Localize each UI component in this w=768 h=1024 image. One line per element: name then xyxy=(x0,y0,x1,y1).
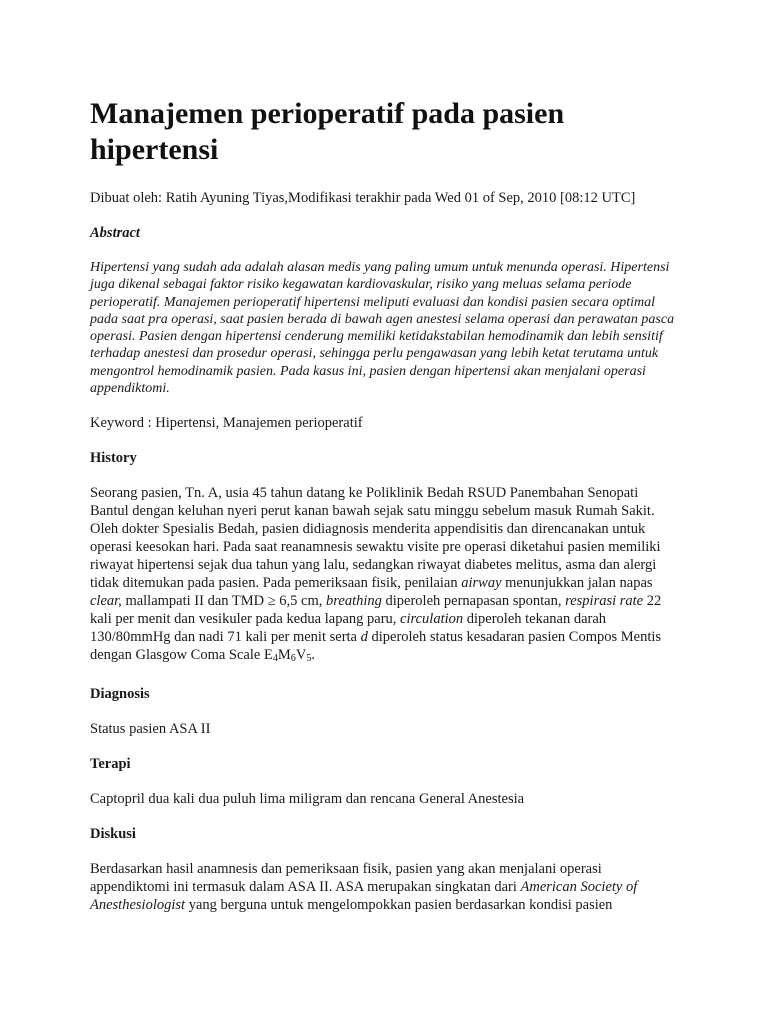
history-text-3: mallampati II dan TMD ≥ 6,5 cm, xyxy=(121,593,327,610)
history-respirasi: respirasi rate xyxy=(565,593,644,610)
diskusi-text-1: Berdasarkan hasil anamnesis dan pemeriksaan fisik, pasien yang akan menjalani operasi appendiktomi ini termasuk dalam ASA II. ASA merupakan singkatan dari xyxy=(90,861,602,896)
diskusi-heading: Diskusi xyxy=(90,826,136,843)
document-title xyxy=(90,96,680,168)
title-line-1: Manajemen perioperatif pada pasien xyxy=(90,97,565,130)
diagnosis-text: Status pasien ASA II xyxy=(90,721,211,738)
keyword-line: Keyword : Hipertensi, Manajemen perioperatif xyxy=(90,415,363,432)
gcs-e-sub: 4 xyxy=(272,653,278,665)
history-circulation: circulation xyxy=(400,611,464,628)
gcs-m-sub: 6 xyxy=(290,653,296,665)
history-heading: History xyxy=(90,450,137,467)
history-text-7: diperoleh status kesadaran pasien Compos Mentis dengan Glasgow Coma Scale E xyxy=(90,629,662,664)
author-meta: Dibuat oleh: Ratih Ayuning Tiyas,Modifikasi terakhir pada Wed 01 of Sep, 2010 [08:12 UTC] xyxy=(90,190,636,206)
diskusi-paragraph xyxy=(90,860,680,914)
gcs-v: V xyxy=(295,647,307,664)
abstract-heading: Abstract xyxy=(90,225,140,241)
history-text-4: diperoleh pernapasan spontan, xyxy=(381,593,566,610)
history-airway: airway xyxy=(461,575,502,592)
history-d: d xyxy=(360,629,368,646)
history-text-5: 22 kali per menit dan vesikuler pada kedua lapang paru, xyxy=(90,593,662,628)
history-end: . xyxy=(311,647,316,664)
history-text-2: menunjukkan jalan napas xyxy=(501,575,653,592)
diskusi-text-2: yang berguna untuk mengelompokkan pasien berdasarkan kondisi pasien xyxy=(185,897,613,914)
history-clear: clear, xyxy=(90,593,122,610)
history-breathing: breathing xyxy=(326,593,382,610)
terapi-heading: Terapi xyxy=(90,756,131,773)
history-text-6: diperoleh tekanan darah 130/80mmHg dan nadi 71 kali per menit serta xyxy=(90,611,607,646)
gcs-m: M xyxy=(277,647,291,664)
history-paragraph xyxy=(90,484,680,668)
diagnosis-heading: Diagnosis xyxy=(90,686,150,703)
abstract-body: Hipertensi yang sudah ada adalah alasan medis yang paling umum untuk menunda operasi. Hipertensi juga dikenal sebagai faktor risiko kegawatan kardiovaskular, risiko yang meluas selama periode perioperatif. Manajemen perioperatif hipertensi meliputi evaluasi dan kondisi pasien secara optimal pada saat pra operasi, saat pasien berada di bawah agen anestesi selama operasi dan perawatan pasca operasi. Pasien dengan hipertensi cenderung memiliki ketidakstabilan hemodinamik dan lebih sensitif terhadap anestesi dan prosedur operasi, sehingga perlu pengawasan yang lebih ketat terutama untuk mengontrol hemodinamik pasien. Pada kasus ini, pasien dengan hipertensi akan menjalani operasi appendiktomi. xyxy=(90,260,675,397)
title-line-2: hipertensi xyxy=(90,133,219,166)
gcs-v-sub: 5 xyxy=(306,653,312,665)
history-text-1: Seorang pasien, Tn. A, usia 45 tahun datang ke Poliklinik Bedah RSUD Panembahan Senopati Bantul dengan keluhan nyeri perut kanan bawah sejak satu minggu sebelum masuk Rumah Sakit. Oleh dokter Spesialis Bedah, pasien didiagnosis menderita appendisitis dan direncanakan untuk operasi keesokan hari. Pada saat reanamnesis sewaktu visite pre operasi diketahui pasien memiliki riwayat hipertensi sejak dua tahun yang lalu, sedangkan riwayat diabetes melitus, asma dan alergi tidak ditemukan pada pasien. Pada pemeriksaan fisik, penilaian xyxy=(90,485,661,592)
document-page xyxy=(90,96,680,931)
terapi-text: Captopril dua kali dua puluh lima miligram dan rencana General Anestesia xyxy=(90,791,525,808)
diskusi-asa-full: American Society of Anesthesiologist xyxy=(90,879,638,914)
